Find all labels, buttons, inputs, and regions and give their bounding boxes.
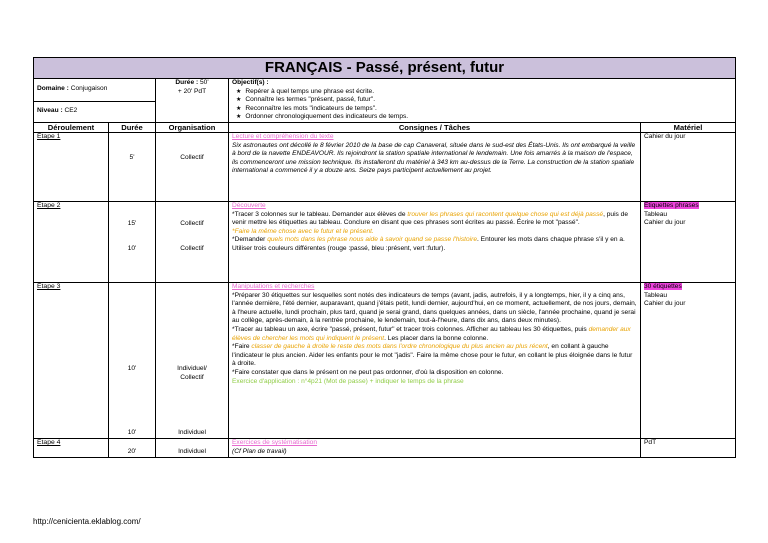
page-title: FRANÇAIS - Passé, présent, futur xyxy=(34,58,736,79)
etape-3-text-5: Exercice d'application : n°4p21 (Mot de passe) + indiquer le temps de la phrase xyxy=(232,377,464,385)
etape-3-organisation-2: Individuel xyxy=(178,429,206,437)
header-materiel: Matériel xyxy=(641,122,736,132)
etape-4-organisation: Individuel xyxy=(178,448,206,456)
etape-2-text-3c: . Entourer les mots dans chaque phrase s'il y en a. Utiliser trois couleurs différentes (rouge :passé, bleu :présent, vert :futur). xyxy=(232,236,625,252)
etape-2-text-1b: trouver les phrases qui racontent quelque chose qui est déjà passé xyxy=(407,210,604,218)
etape-3-materiel-2: Tableau xyxy=(644,291,668,299)
etape-2-organisation-2: Collectif xyxy=(180,244,204,252)
etape-2-heading: Découverte xyxy=(232,201,266,209)
niveau-cell xyxy=(34,101,156,122)
footer-url: http://cenicienta.eklablog.com/ xyxy=(33,517,141,526)
etape-3-text-3c: , en collant à gauche l'indicateur le plus ancien. Aider les enfants pour le mot "jadis". Faire la même chose pour le futur, en collant le plus éloignée dans le futur à droite. xyxy=(232,343,633,368)
header-row xyxy=(34,122,736,132)
etape-4-row xyxy=(34,438,736,457)
etape-3-duree-2: 10' xyxy=(127,429,137,437)
etape-2-text-1a: *Tracer 3 colonnes sur le tableau. Demander aux élèves de xyxy=(232,210,408,218)
etape-4-materiel: PdT xyxy=(644,438,657,446)
etape-2-materiel-2: Tableau xyxy=(644,210,668,218)
etape-3-label: Étape 3 xyxy=(37,282,61,290)
duree-extra: + 20' PdT xyxy=(177,87,207,95)
duree-value: 50' xyxy=(199,79,209,86)
etape-4-label: Étape 4 xyxy=(37,438,61,446)
etape-2-row xyxy=(34,201,736,282)
etape-1-label: Étape 1 xyxy=(37,132,61,140)
niveau-value: CE2 xyxy=(64,107,78,115)
etape-1-organisation: Collectif xyxy=(180,153,204,161)
objectif-item: ★ Repérer à quel temps une phrase est écrite. xyxy=(246,88,732,97)
etape-2-materiel-3: Cahier du jour xyxy=(644,219,686,227)
etape-3-text-2c: . Les placer dans la bonne colonne. xyxy=(384,334,489,342)
etape-2-text-3a: *Demander xyxy=(232,236,268,244)
etape-3-row xyxy=(34,282,736,438)
etape-2-text-1c: , puis de venir mettre les étiquettes au tableau. Conclure en disant que ces phrases sont écrites au passé. Écrire le mot "passé". xyxy=(232,210,629,227)
etape-3-organisation-1b: Collectif xyxy=(180,373,204,381)
etape-1-heading: Lecture et compréhension du texte xyxy=(232,132,334,140)
etape-3-text-2b: demander aux élèves de chercher les mots qui indiquent le présent xyxy=(232,325,631,342)
etape-2-organisation-1: Collectif xyxy=(180,219,204,227)
etape-3-text-3a: *Faire xyxy=(232,343,252,351)
domaine-label: Domaine : xyxy=(37,85,69,93)
domaine-cell xyxy=(34,79,156,102)
title-row xyxy=(34,58,736,79)
header-organisation: Organisation xyxy=(156,122,229,132)
etape-1-row xyxy=(34,132,736,201)
header-deroulement: Déroulement xyxy=(34,122,109,132)
lesson-sheet xyxy=(33,57,735,458)
etape-3-materiel-3: Cahier du jour xyxy=(644,300,686,308)
etape-3-text-4: *Faire constater que dans le présent on ne peut pas ordonner, d'où la disposition en colonne. xyxy=(232,368,504,376)
etape-4-text: (Cf Plan de travail) xyxy=(232,447,287,455)
objectifs-label: Objectif(s) : xyxy=(232,79,269,86)
objectifs-cell xyxy=(229,79,736,123)
etape-2-duree-2: 10' xyxy=(127,244,137,252)
etape-1-duree: 5' xyxy=(129,153,135,161)
duree-cell xyxy=(156,79,229,123)
etape-3-heading: Manipulations et recherches xyxy=(232,282,315,290)
objectif-item: ★ Ordonner chronologiquement des indicateurs de temps. xyxy=(246,113,732,122)
etape-2-text-2: *Faire la même chose avec le futur et le présent. xyxy=(232,227,374,235)
etape-3-duree-1: 10' xyxy=(127,364,137,372)
etape-3-text-2a: *Tracer au tableau un axe, écrire "passé, présent, futur" et tracer trois colonnes. Afficher au tableau les 30 étiquettes, puis xyxy=(232,325,589,333)
info-row-1 xyxy=(34,79,736,102)
etape-4-heading: Exercices de systématisation xyxy=(232,438,318,446)
niveau-label: Niveau : xyxy=(37,107,63,115)
etape-1-materiel: Cahier du jour xyxy=(644,132,686,140)
etape-1-text: Six astronautes ont décollé le 8 février 2010 de la base de cap Canaveral, située dans le sud-est des États-Unis. Ils ont embarqué la veille à bord de la navette ENDEAVOUR. Ils rejoindront la station spatiale international le lendemain. Une fois amarrés à la maison de l'espace, ils commenceront une mission technique. Ils installeront du matériel à 343 km au-dessus de la Terre. La construction de la station spatiale international a commencé il y a douze ans. Seize pays participent actuellement au projet. xyxy=(232,141,636,175)
etape-2-label: Étape 2 xyxy=(37,201,61,209)
objectif-item: ★ Connaître les termes "présent, passé, futur". xyxy=(246,96,732,105)
objectifs-list xyxy=(232,88,732,122)
etape-2-duree-1: 15' xyxy=(127,219,137,227)
etape-3-text-1: *Préparer 30 étiquettes sur lesquelles sont notés des indicateurs de temps (avant, jadis, autrefois, il y a longtemps, hier, il y a cinq ans, l'année dernière, l'été dernier, auparavant, quand j'étais petit, lundi dernier, aujourd'hui, en ce moment, actuellement, de nos jours, demain, à l'heure actuelle, lundi prochain, plus tard, quand je serai grand, dans quelques années, dans un siècle, l'année prochaine, quand je serai au collège, après-demain, à la rentrée prochaine, le lendemain, tout-à-l'heure, dans dix ans, dans deux minutes). xyxy=(232,291,637,325)
objectif-item: ★ Reconnaître les mots "indicateurs de temps". xyxy=(246,105,732,114)
etape-3-organisation-1a: Individuel/ xyxy=(177,364,207,372)
etape-2-materiel-1: Étiquettes phrases xyxy=(644,201,699,209)
etape-4-duree: 20' xyxy=(127,448,137,456)
duree-label: Durée : xyxy=(175,79,199,86)
etape-3-text-3b: classer de gauche à droite le reste des mots dans l'ordre chronologique du plus ancien au plus récent xyxy=(251,343,548,351)
etape-2-text-3b: quels mots dans les phrase nous aide à savoir quand se passe l'histoire xyxy=(267,236,478,244)
header-duree: Durée xyxy=(109,122,156,132)
etape-3-materiel-1: 30 étiquettes xyxy=(644,282,682,290)
domaine-value: Conjugaison xyxy=(70,85,108,93)
lesson-table xyxy=(33,57,736,458)
header-consignes: Consignes / Tâches xyxy=(229,122,641,132)
